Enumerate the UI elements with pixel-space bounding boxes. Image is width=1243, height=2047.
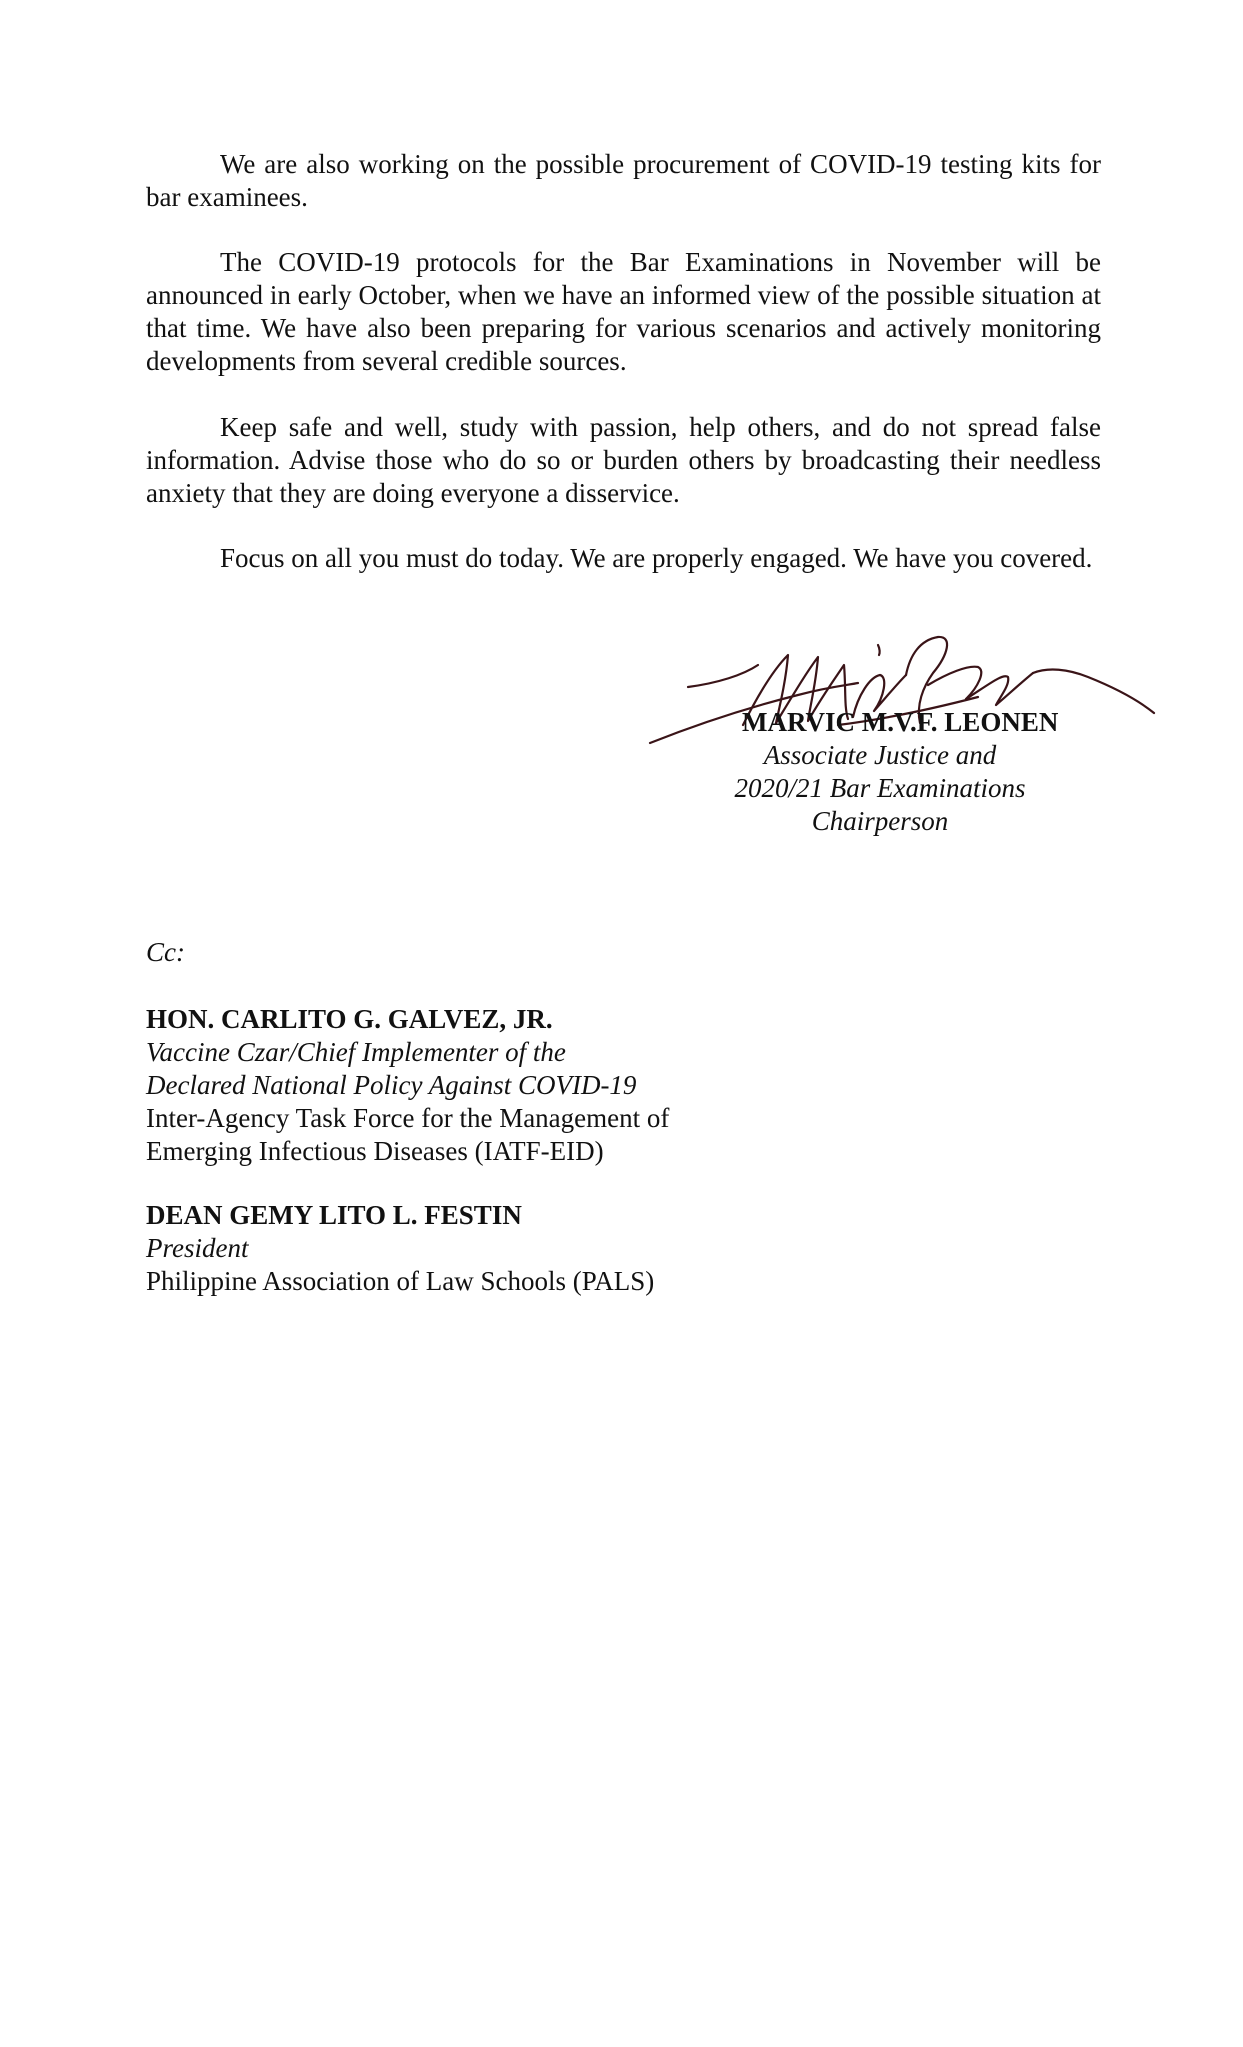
cc-recipient-name: HON. CARLITO G. GALVEZ, JR. [146, 1004, 553, 1034]
paragraph-keep-safe: Keep safe and well, study with passion, help others, and do not spread false information. Advise those who do so or burden others by broadcasting their needless anxiety that they are doing everyone a disservice. [146, 412, 1101, 508]
signatory-title-line: 2020/21 Bar Examinations [734, 773, 1026, 803]
paragraph-focus: Focus on all you must do today. We are properly engaged. We have you covered. [220, 543, 1093, 573]
signatory-title-line: Associate Justice and [763, 740, 997, 770]
cc-recipient-org: Inter-Agency Task Force for the Management of [146, 1103, 670, 1133]
cc-recipient-festin [146, 1199, 846, 1298]
cc-recipient-role: Declared National Policy Against COVID-19 [146, 1070, 637, 1100]
cc-recipient-org: Emerging Infectious Diseases (IATF-EID) [146, 1136, 604, 1166]
cc-recipient-org: Philippine Association of Law Schools (PALS) [146, 1266, 655, 1296]
paragraph-testing-kits: We are also working on the possible procurement of COVID-19 testing kits for bar examinees. [146, 149, 1101, 212]
cc-recipient-role: President [146, 1233, 249, 1263]
paragraph-covid-protocols: The COVID-19 protocols for the Bar Examinations in November will be announced in early October, when we have an informed view of the possible situation at that time. We have also been preparing for various scenarios and actively monitoring developments from several credible sources. [146, 247, 1101, 376]
signatory-name: MARVIC M.V.F. LEONEN [742, 707, 1059, 737]
cc-recipient-galvez [146, 1003, 846, 1168]
cc-recipient-role: Vaccine Czar/Chief Implementer of the [146, 1037, 566, 1067]
signatory-title-line: Chairperson [811, 806, 949, 836]
cc-label: Cc: [146, 937, 185, 967]
cc-recipient-name: DEAN GEMY LITO L. FESTIN [146, 1200, 522, 1230]
